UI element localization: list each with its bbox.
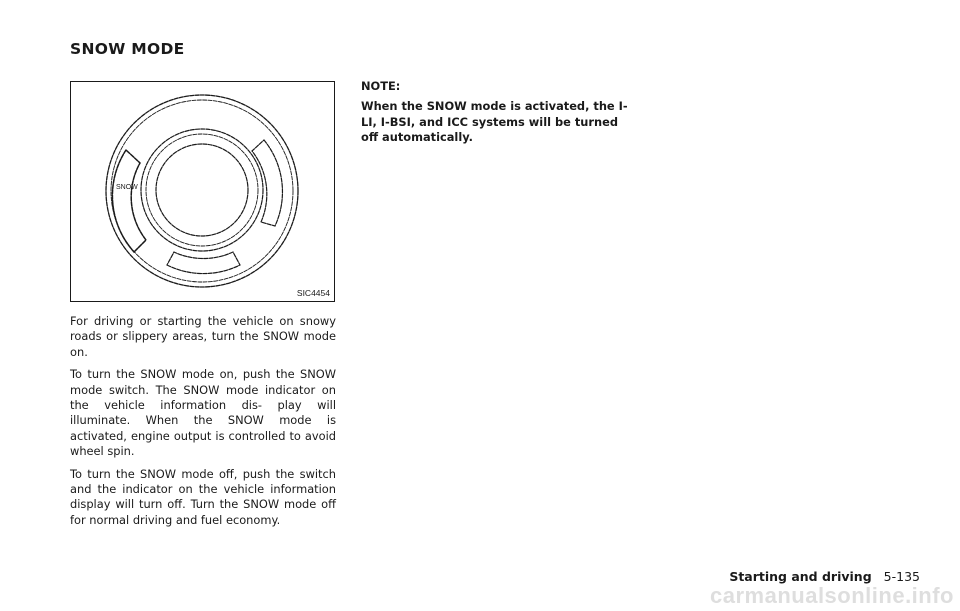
dial-outer-ring-inner: [111, 100, 293, 282]
snow-mode-dial-icon: [71, 82, 334, 301]
dial-knob-middle: [146, 134, 258, 246]
note-label: NOTE:: [361, 79, 401, 93]
footer-section-name: Starting and driving: [729, 569, 872, 584]
paragraph-turn-off: To turn the SNOW mode off, push the switch and the indicator on the vehicle information display will turn off. Turn the SNOW mode off for normal driving and fuel economy.: [70, 466, 336, 527]
page-number: 5-135: [883, 569, 920, 584]
page-footer: [729, 569, 920, 584]
right-column: [361, 79, 629, 146]
note-text: When the SNOW mode is activated, the I-LI, I-BSI, and ICC systems will be turned off automatically.: [361, 99, 628, 145]
section-title: SNOW MODE: [70, 40, 185, 58]
left-column: [70, 314, 336, 535]
snow-switch-label: SNOW: [116, 184, 138, 191]
figure-code: SIC4454: [296, 288, 330, 298]
dial-knob-inner: [156, 144, 248, 236]
figure-snow-mode-switch: [70, 81, 335, 302]
bottom-button-segment: [167, 252, 240, 274]
paragraph-turn-on: To turn the SNOW mode on, push the SNOW mode switch. The SNOW mode indicator on the vehicle information dis- play will illuminate. When the SNOW mode is activated, engine output is controlled to avoid wheel spin.: [70, 367, 336, 459]
dial-knob-outer: [141, 129, 263, 251]
watermark: carmanualsonline.info: [710, 583, 954, 608]
paragraph-intro: For driving or starting the vehicle on snowy roads or slippery areas, turn the SNOW mode on.: [70, 314, 336, 359]
right-button-segment: [252, 140, 282, 226]
